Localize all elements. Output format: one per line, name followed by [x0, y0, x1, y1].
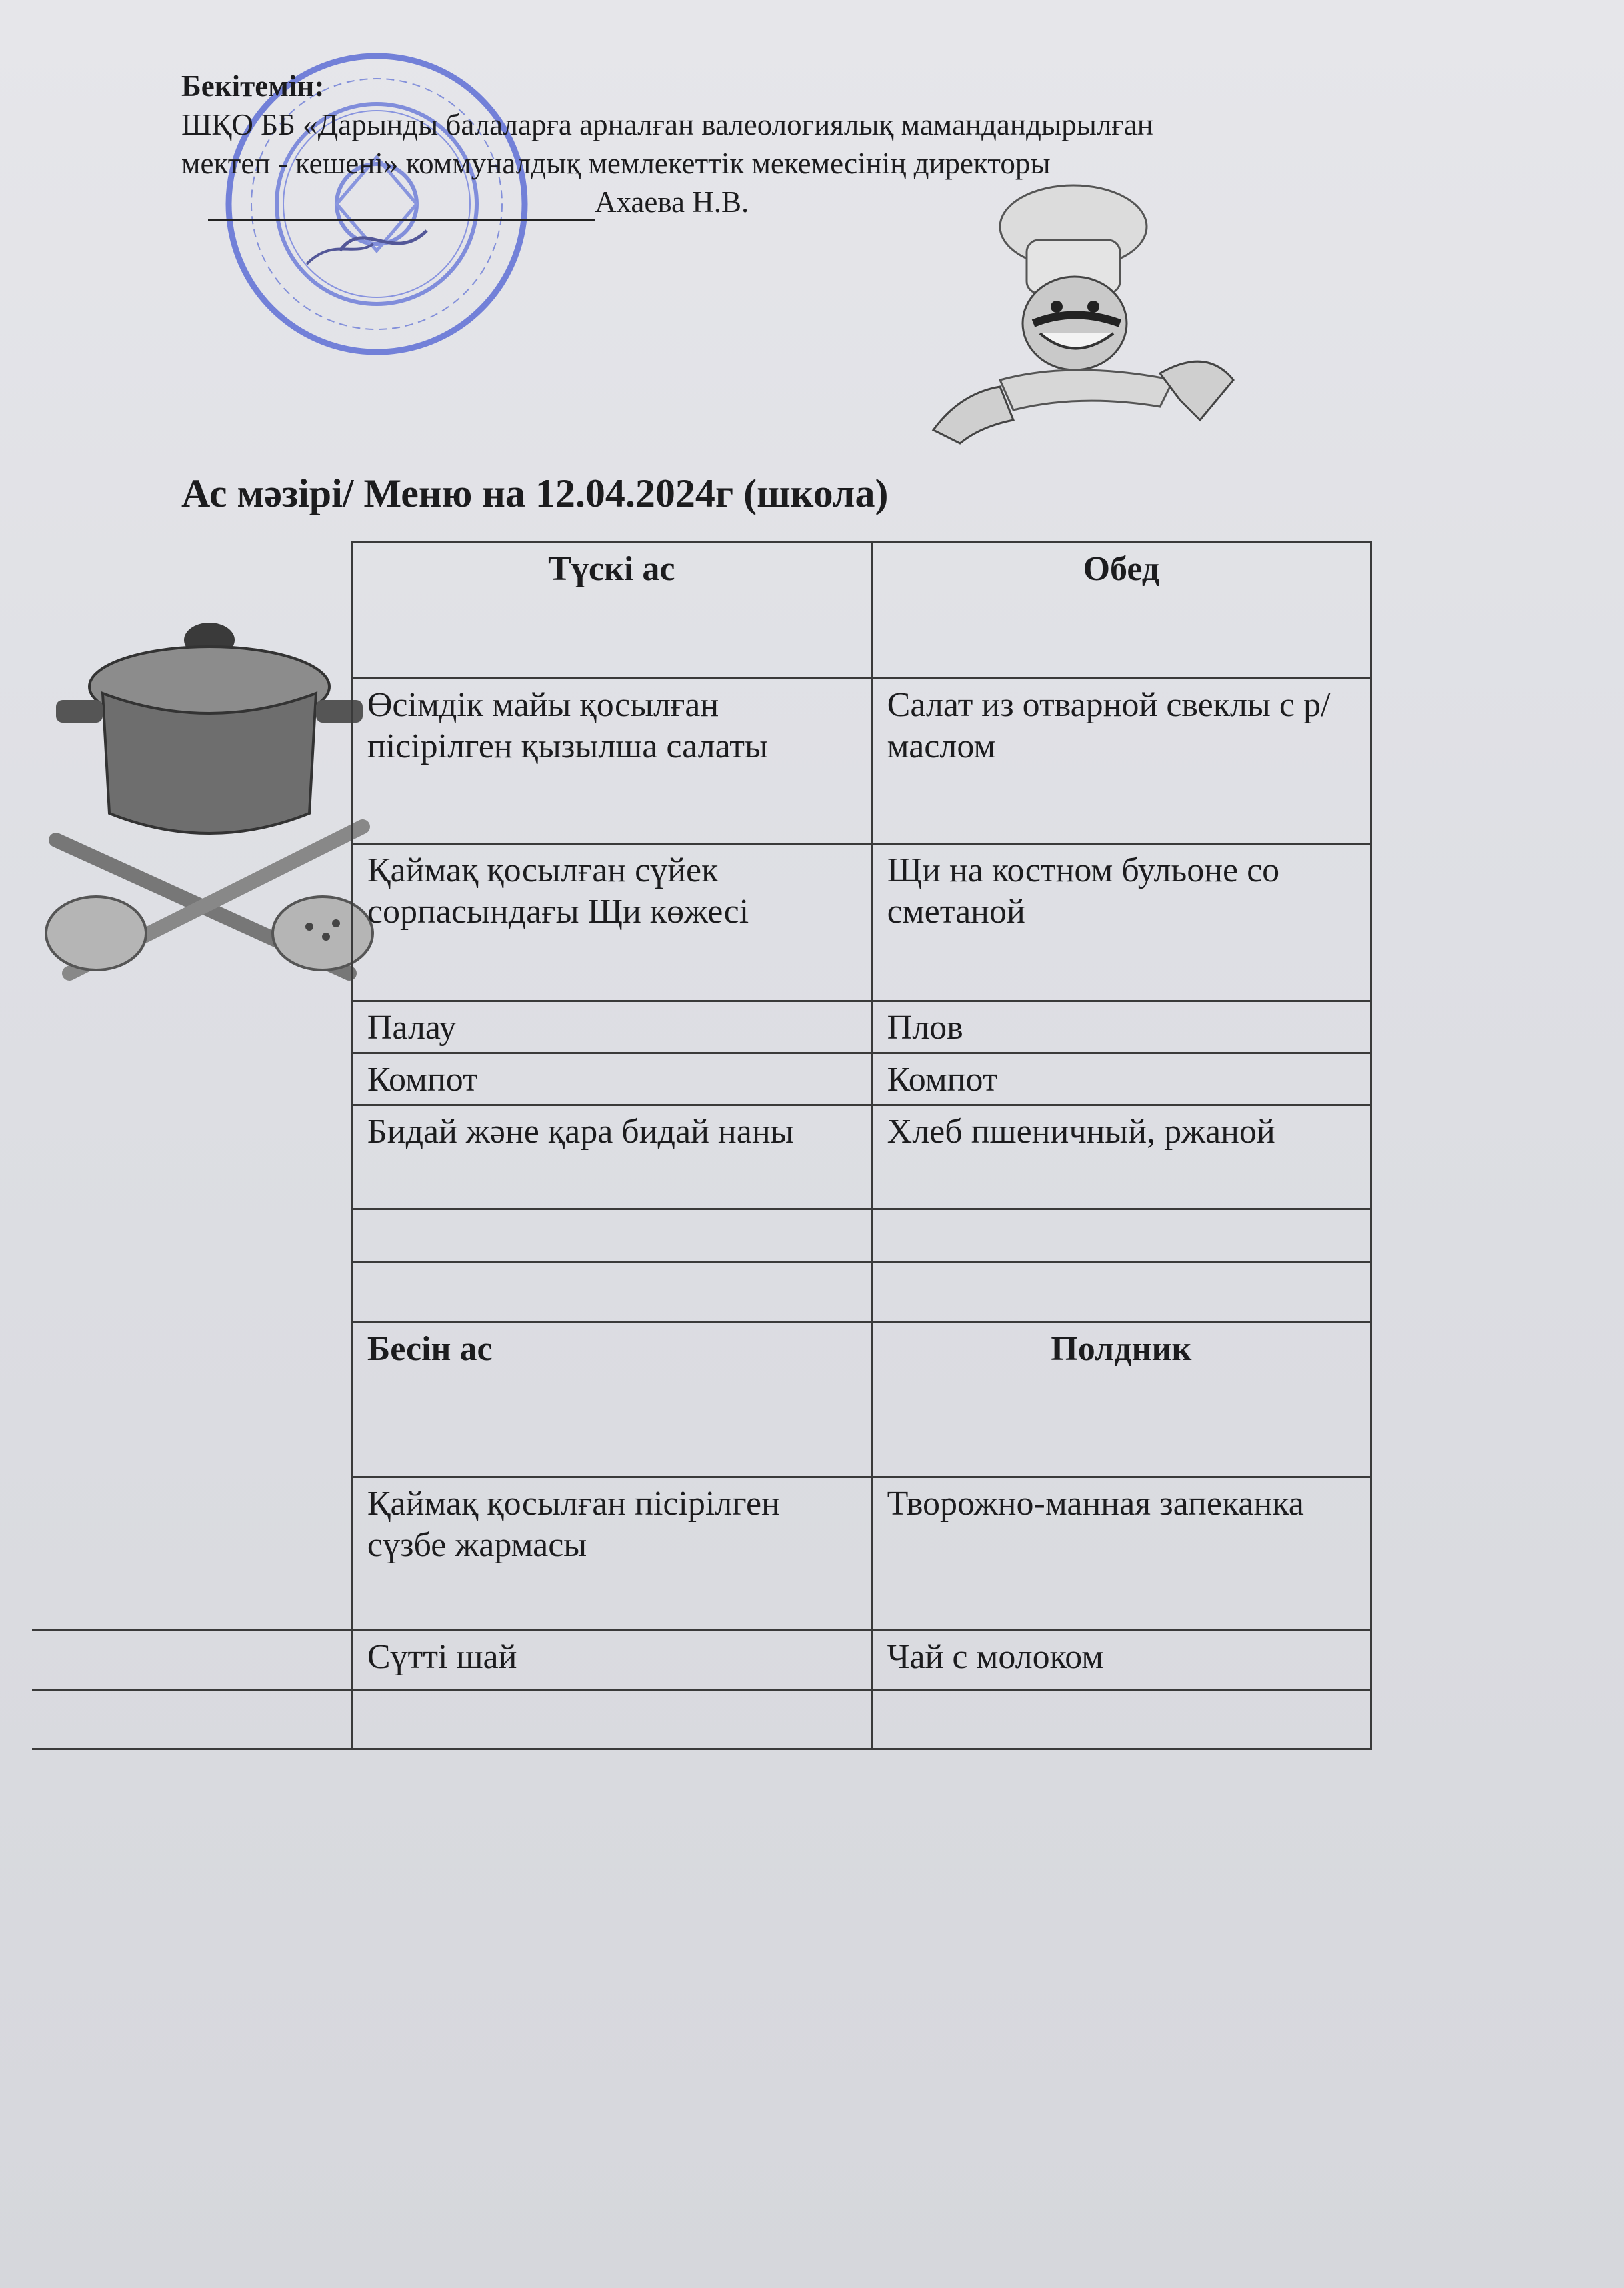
dish-kz — [351, 1263, 871, 1323]
dish-ru: Творожно-манная запеканка — [871, 1477, 1371, 1631]
chef-icon — [920, 180, 1267, 453]
table-image-cell — [32, 543, 351, 679]
table-row — [32, 1105, 1371, 1209]
table-row — [32, 1053, 1371, 1105]
snack-header-row — [32, 1323, 1371, 1477]
dish-kz: Компот — [351, 1053, 871, 1105]
dish-kz: Қаймақ қосылған сүйек сорпасындағы Щи көжесі — [351, 844, 871, 1001]
dish-kz: Қаймақ қосылған пісірілген сүзбе жармасы — [351, 1477, 871, 1631]
dish-kz: Өсімдік майы қосылған пісірілген қызылша салаты — [351, 679, 871, 844]
table-row — [32, 1477, 1371, 1631]
approval-heading: Бекітемін: — [181, 69, 325, 103]
lunch-header-ru: Обед — [871, 543, 1371, 679]
table-row — [32, 1209, 1371, 1263]
snack-header-ru: Полдник — [871, 1323, 1371, 1477]
dish-ru: Салат из отварной свеклы с р/маслом — [871, 679, 1371, 844]
dish-ru — [871, 1209, 1371, 1263]
dish-ru — [871, 1691, 1371, 1749]
dish-ru: Плов — [871, 1001, 1371, 1053]
dish-ru: Хлеб пшеничный, ржаной — [871, 1105, 1371, 1209]
table-row — [32, 1691, 1371, 1749]
director-name: Ахаева Н.В. — [595, 185, 749, 219]
dish-kz — [351, 1209, 871, 1263]
lunch-header-kz: Түскі ас — [351, 543, 871, 679]
dish-kz: Палау — [351, 1001, 871, 1053]
signature-underline — [208, 189, 595, 221]
table-row — [32, 844, 1371, 1001]
page-title: Ас мәзірі/ Меню на 12.04.2024г (школа) — [181, 471, 889, 515]
dish-kz — [351, 1691, 871, 1749]
dish-ru: Чай с молоком — [871, 1631, 1371, 1691]
dish-ru: Щи на костном бульоне со сметаной — [871, 844, 1371, 1001]
table-row — [32, 679, 1371, 844]
dish-kz: Бидай және қара бидай наны — [351, 1105, 871, 1209]
approval-line-2: мектеп - кешені» коммуналдық мемлекеттік мекемесінің директоры — [181, 147, 1051, 180]
dish-ru — [871, 1263, 1371, 1323]
lunch-header-row — [32, 543, 1371, 679]
dish-ru: Компот — [871, 1053, 1371, 1105]
table-row — [32, 1263, 1371, 1323]
table-row — [32, 1001, 1371, 1053]
dish-kz: Сүтті шай — [351, 1631, 871, 1691]
table-row — [32, 1631, 1371, 1691]
menu-table — [32, 541, 1372, 1750]
snack-header-kz: Бесін ас — [351, 1323, 871, 1477]
approval-line-1: ШҚО ББ «Дарынды балаларға арналған валеологиялық мамандандырылған — [181, 108, 1153, 141]
